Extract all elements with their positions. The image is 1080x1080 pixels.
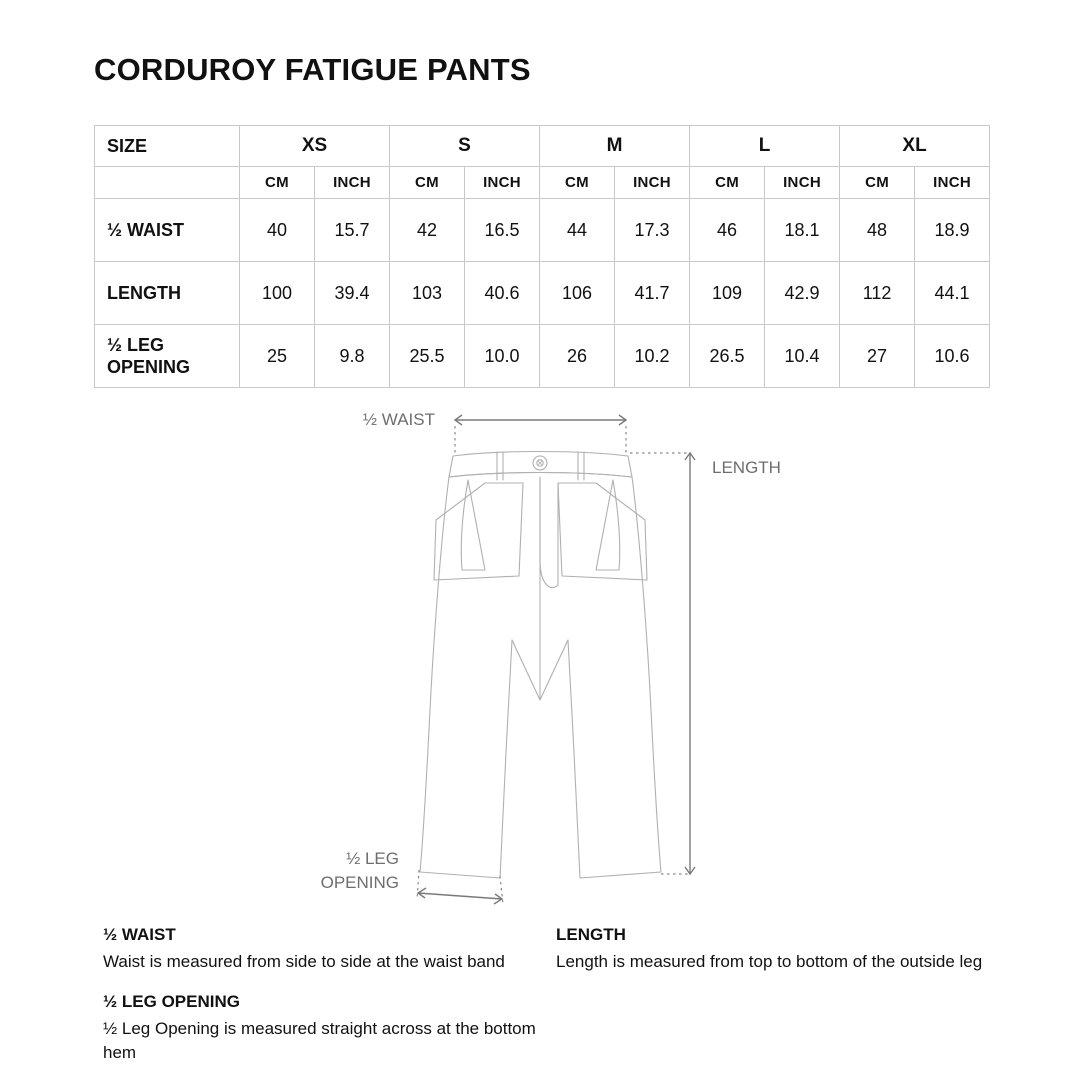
cell-length-xl-inch: 44.1 — [915, 262, 990, 325]
patch-pocket-left — [434, 483, 523, 580]
cell-half-leg-opening-xs-inch: 9.8 — [315, 325, 390, 388]
header-unit-s-inch: INCH — [465, 167, 540, 199]
leg-opening-dimension-label-line2: OPENING — [320, 873, 399, 892]
cell-length-m-inch: 41.7 — [615, 262, 690, 325]
cell-half-waist-s-cm: 42 — [390, 199, 465, 262]
header-unit-xl-cm: CM — [840, 167, 915, 199]
left-leg-outline — [420, 477, 512, 878]
leg-opening-dimension-label-line1: ½ LEG — [346, 849, 399, 868]
cell-length-s-inch: 40.6 — [465, 262, 540, 325]
fly-detail — [540, 480, 558, 588]
description-half-waist — [103, 924, 543, 974]
cell-length-s-cm: 103 — [390, 262, 465, 325]
header-unit-xs-cm: CM — [240, 167, 315, 199]
cell-half-waist-xl-inch: 18.9 — [915, 199, 990, 262]
cell-half-leg-opening-l-cm: 26.5 — [690, 325, 765, 388]
table-row — [95, 325, 990, 388]
waistband-seam — [449, 473, 632, 478]
header-unit-l-cm: CM — [690, 167, 765, 199]
cell-half-waist-l-cm: 46 — [690, 199, 765, 262]
cell-half-leg-opening-xl-inch: 10.6 — [915, 325, 990, 388]
belt-loop-left — [497, 452, 503, 480]
description-text-length: Length is measured from top to bottom of the outside leg — [556, 952, 983, 972]
cell-length-xs-inch: 39.4 — [315, 262, 390, 325]
cell-half-waist-m-cm: 44 — [540, 199, 615, 262]
cell-length-l-inch: 42.9 — [765, 262, 840, 325]
description-text-half-waist: Waist is measured from side to side at the waist band — [103, 952, 505, 972]
waist-dimension-label: ½ WAIST — [362, 410, 435, 429]
header-size-s: S — [390, 126, 540, 167]
row-label-half-waist: ½ WAIST — [95, 199, 240, 262]
header-size-label: SIZE — [95, 126, 240, 167]
pocket-bag-right — [596, 480, 620, 570]
table-header-units — [95, 167, 990, 199]
pants-measurement-diagram — [0, 380, 1080, 920]
cell-half-leg-opening-xl-cm: 27 — [840, 325, 915, 388]
header-unit-m-inch: INCH — [615, 167, 690, 199]
header-unit-s-cm: CM — [390, 167, 465, 199]
row-label-length: LENGTH — [95, 262, 240, 325]
header-size-m: M — [540, 126, 690, 167]
cell-half-leg-opening-m-cm: 26 — [540, 325, 615, 388]
header-unit-m-cm: CM — [540, 167, 615, 199]
header-unit-blank — [95, 167, 240, 199]
cell-half-leg-opening-m-inch: 10.2 — [615, 325, 690, 388]
cell-half-waist-xl-cm: 48 — [840, 199, 915, 262]
table-row — [95, 262, 990, 325]
header-size-l: L — [690, 126, 840, 167]
size-chart-table — [94, 125, 990, 388]
cell-half-waist-xs-inch: 15.7 — [315, 199, 390, 262]
header-size-xl: XL — [840, 126, 990, 167]
cell-half-waist-xs-cm: 40 — [240, 199, 315, 262]
pocket-bag-left — [461, 480, 485, 570]
leg-opening-guide-left — [417, 870, 419, 900]
cell-half-waist-s-inch: 16.5 — [465, 199, 540, 262]
description-length — [556, 924, 986, 974]
description-term-length: LENGTH — [556, 925, 626, 944]
cell-half-leg-opening-s-cm: 25.5 — [390, 325, 465, 388]
header-unit-xl-inch: INCH — [915, 167, 990, 199]
header-unit-xs-inch: INCH — [315, 167, 390, 199]
cell-half-leg-opening-l-inch: 10.4 — [765, 325, 840, 388]
leg-opening-arrow-line — [418, 893, 502, 899]
patch-pocket-right — [558, 483, 647, 580]
cell-half-waist-m-inch: 17.3 — [615, 199, 690, 262]
right-leg-outline — [568, 477, 661, 878]
description-term-half-leg-opening: ½ LEG OPENING — [103, 992, 240, 1011]
belt-loop-right — [578, 452, 584, 480]
cell-length-l-cm: 109 — [690, 262, 765, 325]
waistband-shape — [449, 452, 632, 478]
description-half-leg-opening — [103, 991, 543, 1064]
pants-technical-drawing — [420, 452, 661, 879]
table-row — [95, 199, 990, 262]
button-stitch-icon — [538, 461, 543, 465]
length-dimension-label: LENGTH — [712, 458, 781, 477]
cell-length-m-cm: 106 — [540, 262, 615, 325]
header-unit-l-inch: INCH — [765, 167, 840, 199]
dimension-annotations — [321, 410, 781, 904]
cell-length-xl-cm: 112 — [840, 262, 915, 325]
table-header-sizes — [95, 126, 990, 167]
description-term-half-waist: ½ WAIST — [103, 925, 176, 944]
cell-half-leg-opening-xs-cm: 25 — [240, 325, 315, 388]
page-title: CORDUROY FATIGUE PANTS — [94, 52, 531, 87]
description-text-half-leg-opening: ½ Leg Opening is measured straight across at the bottom hem — [103, 1019, 536, 1062]
header-size-xs: XS — [240, 126, 390, 167]
row-label-half-leg-opening: ½ LEG OPENING — [95, 325, 240, 388]
cell-half-waist-l-inch: 18.1 — [765, 199, 840, 262]
cell-length-xs-cm: 100 — [240, 262, 315, 325]
cell-half-leg-opening-s-inch: 10.0 — [465, 325, 540, 388]
